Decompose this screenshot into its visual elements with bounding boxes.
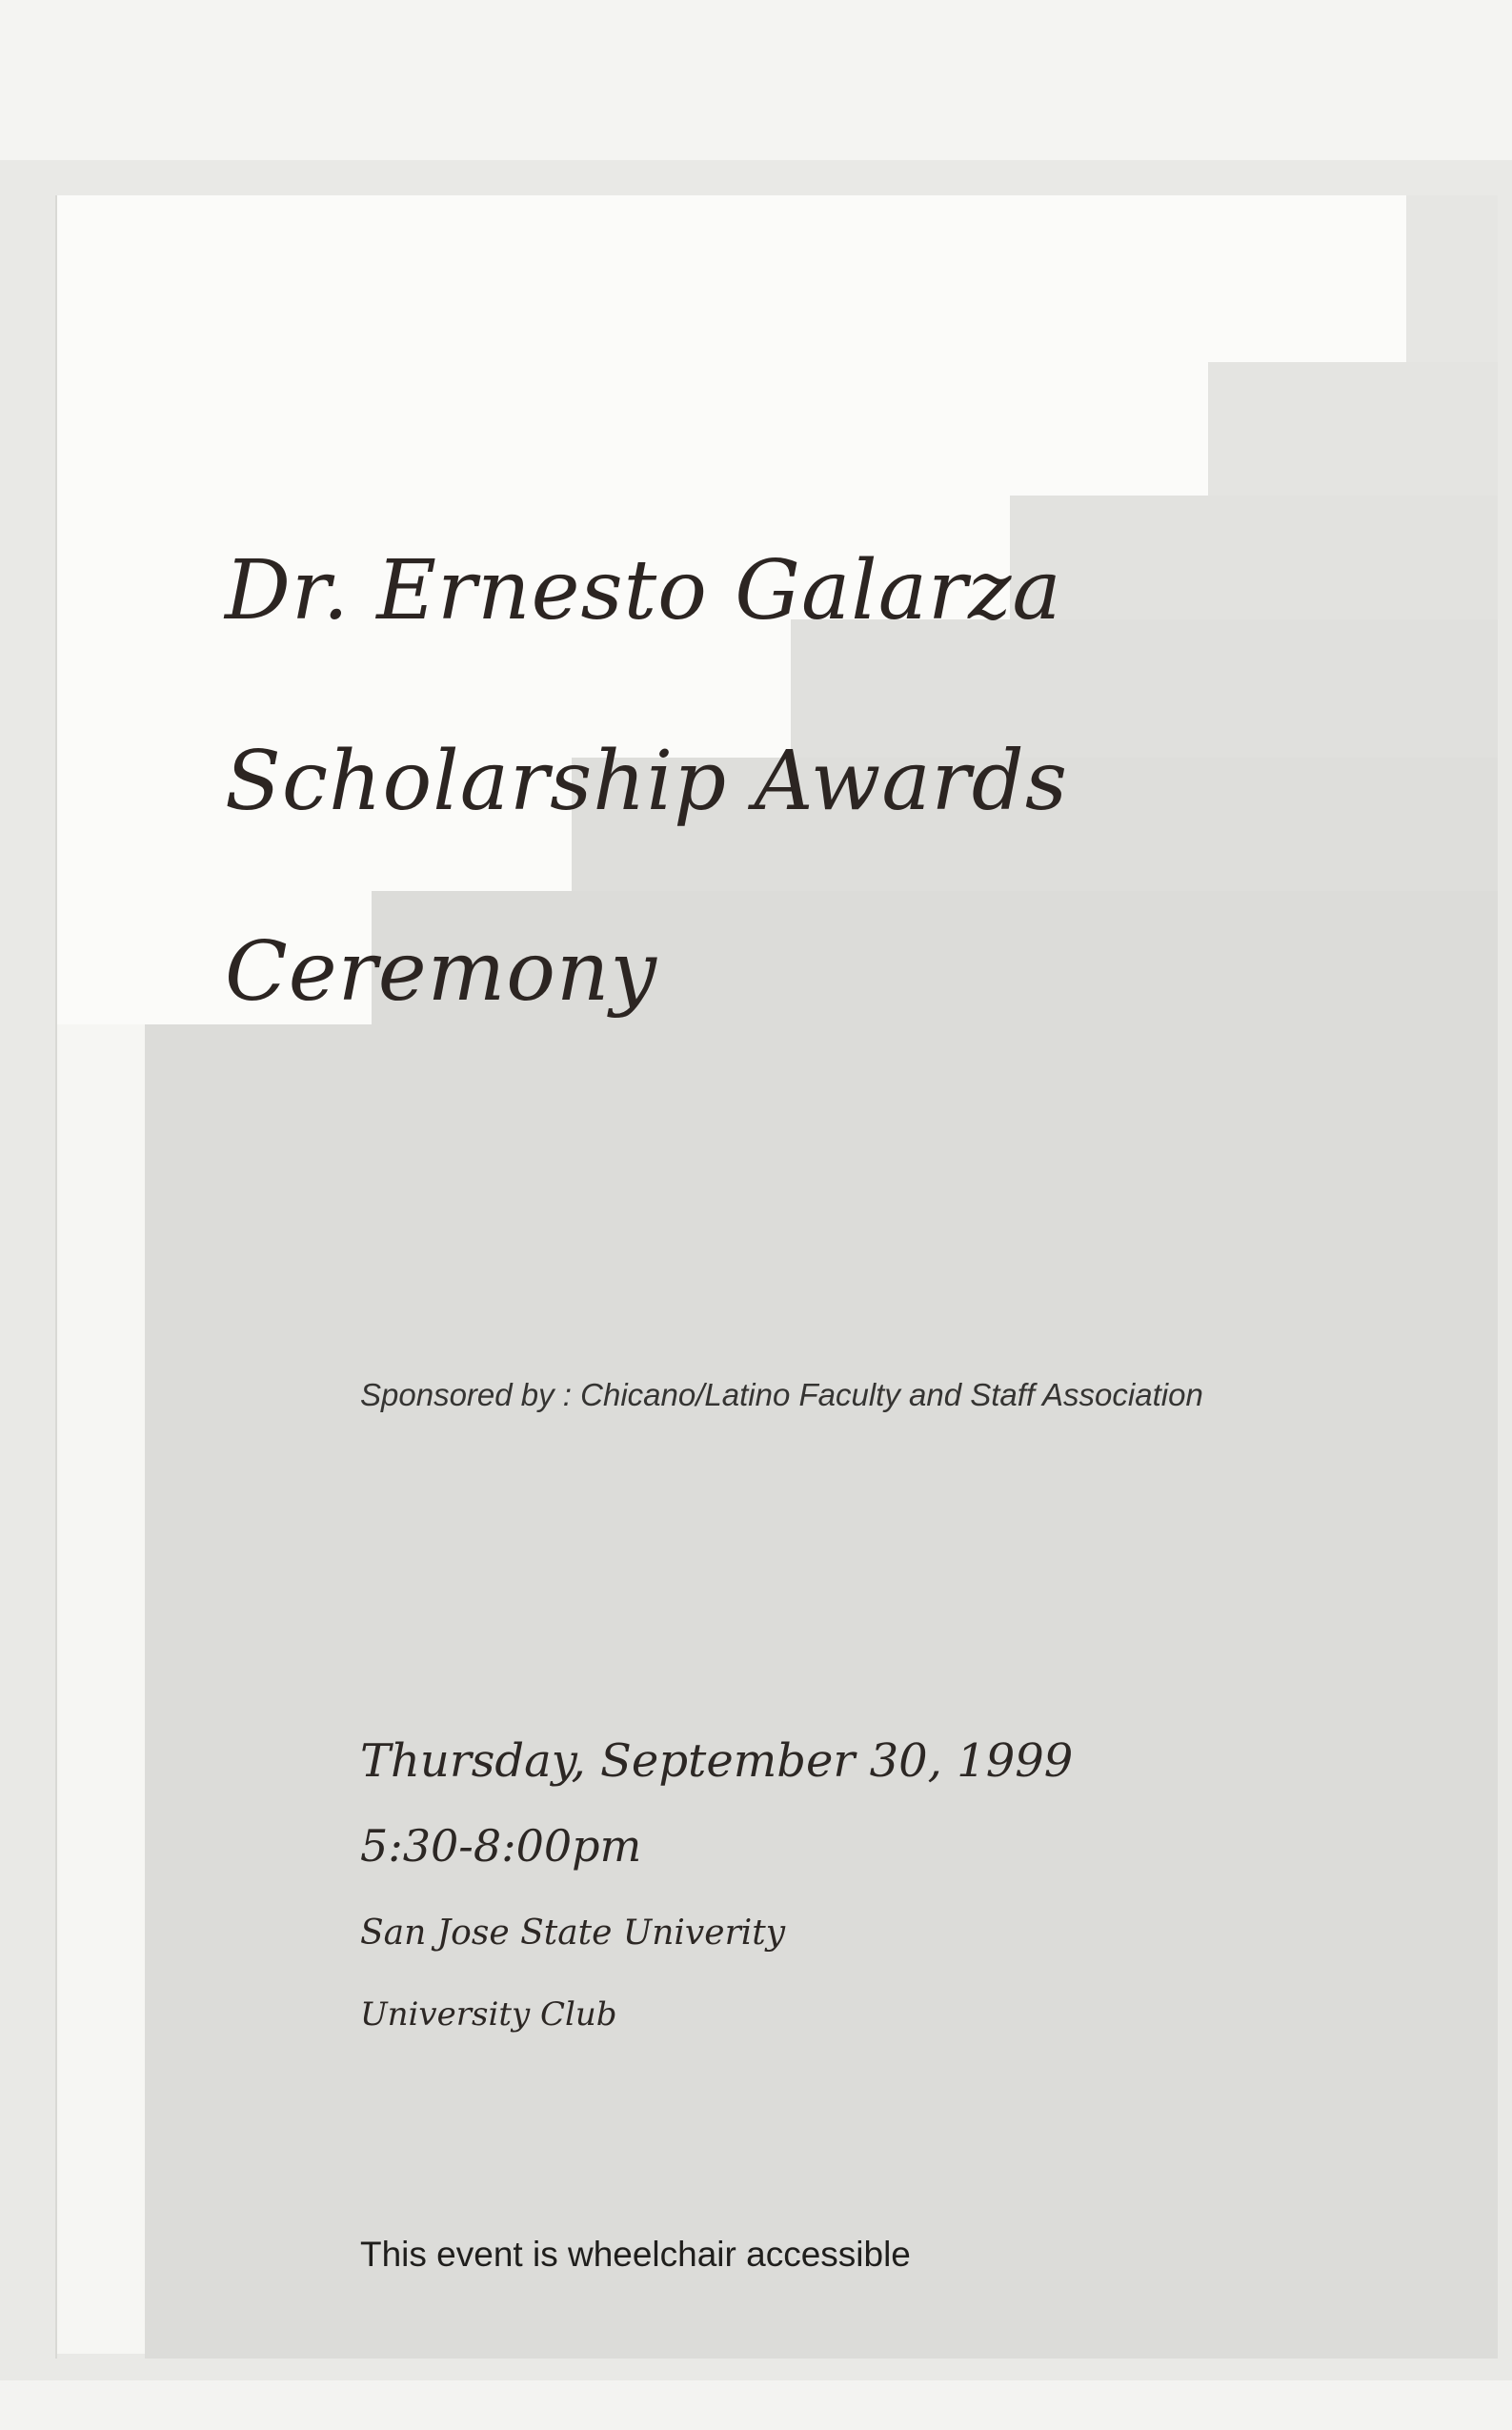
event-date: Thursday, September 30, 1999	[360, 1734, 1074, 1788]
white-step	[57, 195, 1406, 362]
sponsor-line: Sponsored by : Chicano/Latino Faculty and Staff Association	[360, 1377, 1203, 1412]
title-line-2: Scholarship Awards	[225, 734, 1068, 829]
event-venue: San Jose State Univerity	[360, 1914, 786, 1953]
white-step	[57, 362, 1208, 496]
bottom-margin	[0, 2380, 1512, 2430]
title-line-1: Dr. Ernesto Galarza	[225, 543, 1062, 638]
background-panel	[145, 1024, 1498, 2359]
background-step	[1406, 195, 1498, 362]
event-time: 5:30-8:00pm	[360, 1820, 642, 1872]
background-step	[1208, 362, 1498, 496]
accessibility-note: This event is wheelchair accessible	[360, 2235, 911, 2274]
fold-line	[55, 195, 57, 2359]
title-line-3: Ceremony	[225, 924, 657, 1020]
top-margin	[0, 0, 1512, 160]
ceremony-title	[225, 496, 1425, 1067]
white-margin	[57, 1024, 145, 2354]
event-room: University Club	[360, 1995, 617, 2034]
